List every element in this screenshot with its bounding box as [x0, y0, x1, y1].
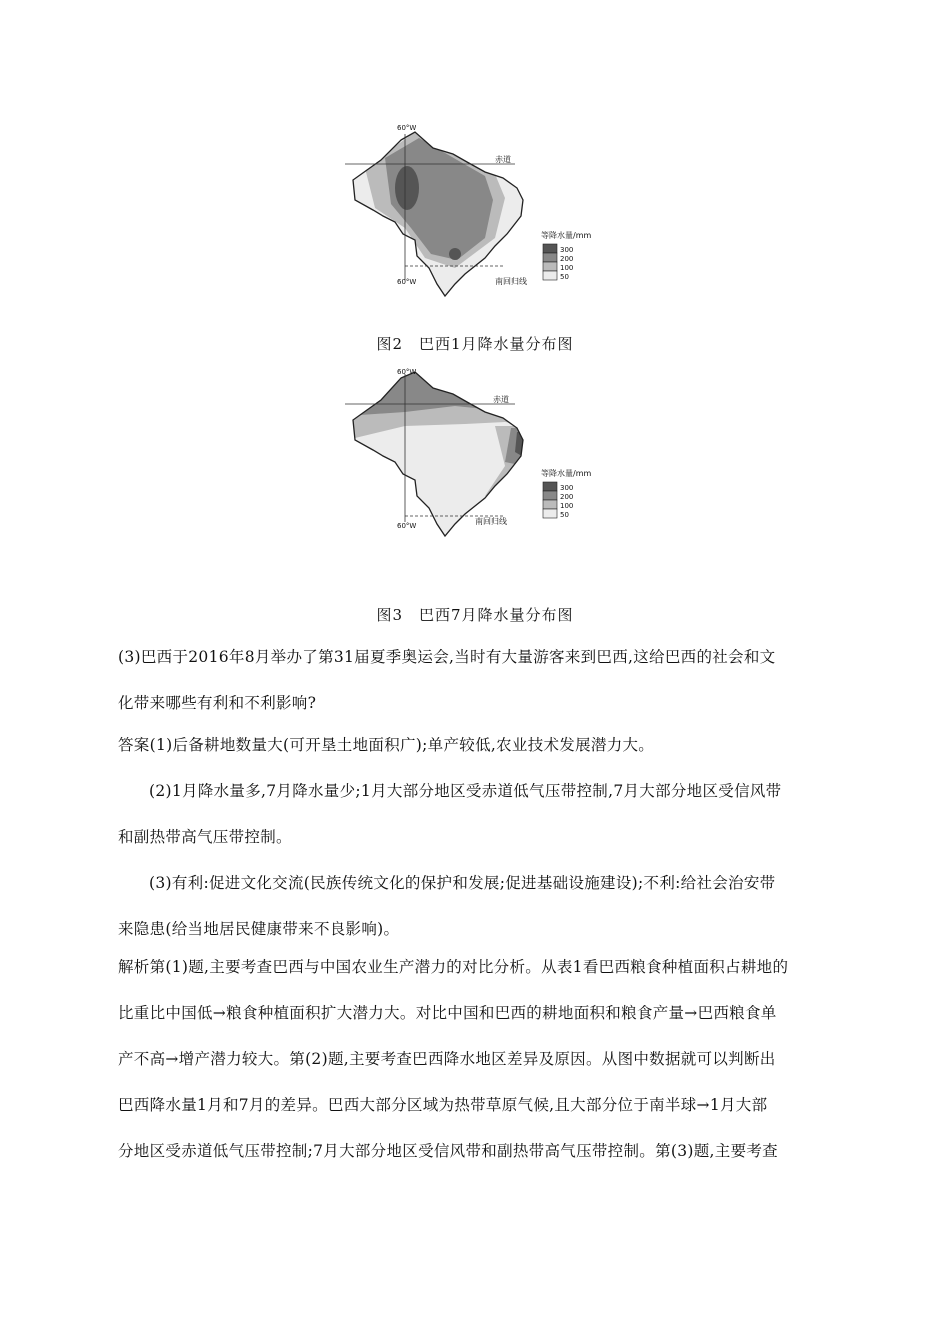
legend-value-300: 300: [560, 246, 574, 254]
question-3: [118, 634, 833, 726]
brazil-january-map: [345, 118, 605, 318]
question-3-line-1: (3)巴西于2016年8月举办了第31届夏季奥运会,当时有大量游客来到巴西,这给巴西的社会和文: [118, 648, 776, 666]
legend: [541, 468, 591, 519]
longitude-bottom-label: 60°W: [397, 278, 417, 286]
legend-value-200: 200: [560, 255, 574, 263]
legend-swatch-300: [543, 482, 557, 491]
legend-swatch-100: [543, 500, 557, 509]
answer-3-line-2: 来隐患(给当地居民健康带来不良影响)。: [118, 920, 400, 938]
answer-block: [118, 722, 833, 952]
answer-1: 答案(1)后备耕地数量大(可开垦土地面积广);单产较低,农业技术发展潜力大。: [118, 736, 655, 754]
legend-title: 等降水量/mm: [541, 469, 592, 478]
equator-label: 赤道: [493, 395, 509, 404]
legend: [541, 230, 591, 281]
brazil-july-map: [345, 366, 605, 566]
precip-300-zone-central: [449, 248, 461, 260]
legend-value-300: 300: [560, 484, 574, 492]
legend-title: 等降水量/mm: [541, 231, 592, 240]
analysis-line: 巴西降水量1月和7月的差异。巴西大部分区域为热带草原气候,且大部分位于南半球→1月大部: [118, 1096, 768, 1114]
longitude-top-label: 60°W: [397, 124, 417, 132]
tropic-label: 南回归线: [495, 277, 527, 286]
legend-value-200: 200: [560, 493, 574, 501]
legend-swatch-200: [543, 491, 557, 500]
legend-value-50: 50: [560, 511, 569, 519]
equator-label: 赤道: [495, 155, 511, 164]
analysis-line: 比重比中国低→粮食种植面积扩大潜力大。对比中国和巴西的耕地面积和粮食产量→巴西粮食单: [118, 1004, 777, 1022]
figure-2-map: [345, 118, 605, 318]
analysis-line: 解析第(1)题,主要考查巴西与中国农业生产潜力的对比分析。从表1看巴西粮食种植面积占耕地的: [118, 958, 789, 976]
precip-300-zone-west: [395, 166, 419, 210]
legend-value-50: 50: [560, 273, 569, 281]
legend-swatch-50: [543, 509, 557, 518]
figure-2-caption: 图2 巴西1月降水量分布图: [376, 335, 574, 353]
analysis-line: 分地区受赤道低气压带控制;7月大部分地区受信风带和副热带高气压带控制。第(3)题,主要考查: [118, 1142, 778, 1160]
legend-swatch-300: [543, 244, 557, 253]
legend-value-100: 100: [560, 502, 574, 510]
figure-3-map: [345, 366, 605, 566]
analysis-block: [118, 944, 833, 1174]
figure-3-caption: 图3 巴西7月降水量分布图: [376, 606, 574, 624]
legend-swatch-200: [543, 253, 557, 262]
question-3-line-2: 化带来哪些有利和不利影响?: [118, 694, 317, 712]
longitude-top-label: 60°W: [397, 368, 417, 376]
legend-swatch-50: [543, 271, 557, 280]
legend-value-100: 100: [560, 264, 574, 272]
analysis-line: 产不高→增产潜力较大。第(2)题,主要考查巴西降水地区差异及原因。从图中数据就可以判断出: [118, 1050, 776, 1068]
answer-2-line-2: 和副热带高气压带控制。: [118, 828, 292, 846]
longitude-bottom-label: 60°W: [397, 522, 417, 530]
answer-3-line-1: (3)有利:促进文化交流(民族传统文化的保护和发展;促进基础设施建设);不利:给社会治安带: [149, 874, 776, 892]
tropic-label: 南回归线: [475, 517, 507, 526]
answer-2-line-1: (2)1月降水量多,7月降水量少;1月大部分地区受赤道低气压带控制,7月大部分地区受信风带: [149, 782, 782, 800]
legend-swatch-100: [543, 262, 557, 271]
